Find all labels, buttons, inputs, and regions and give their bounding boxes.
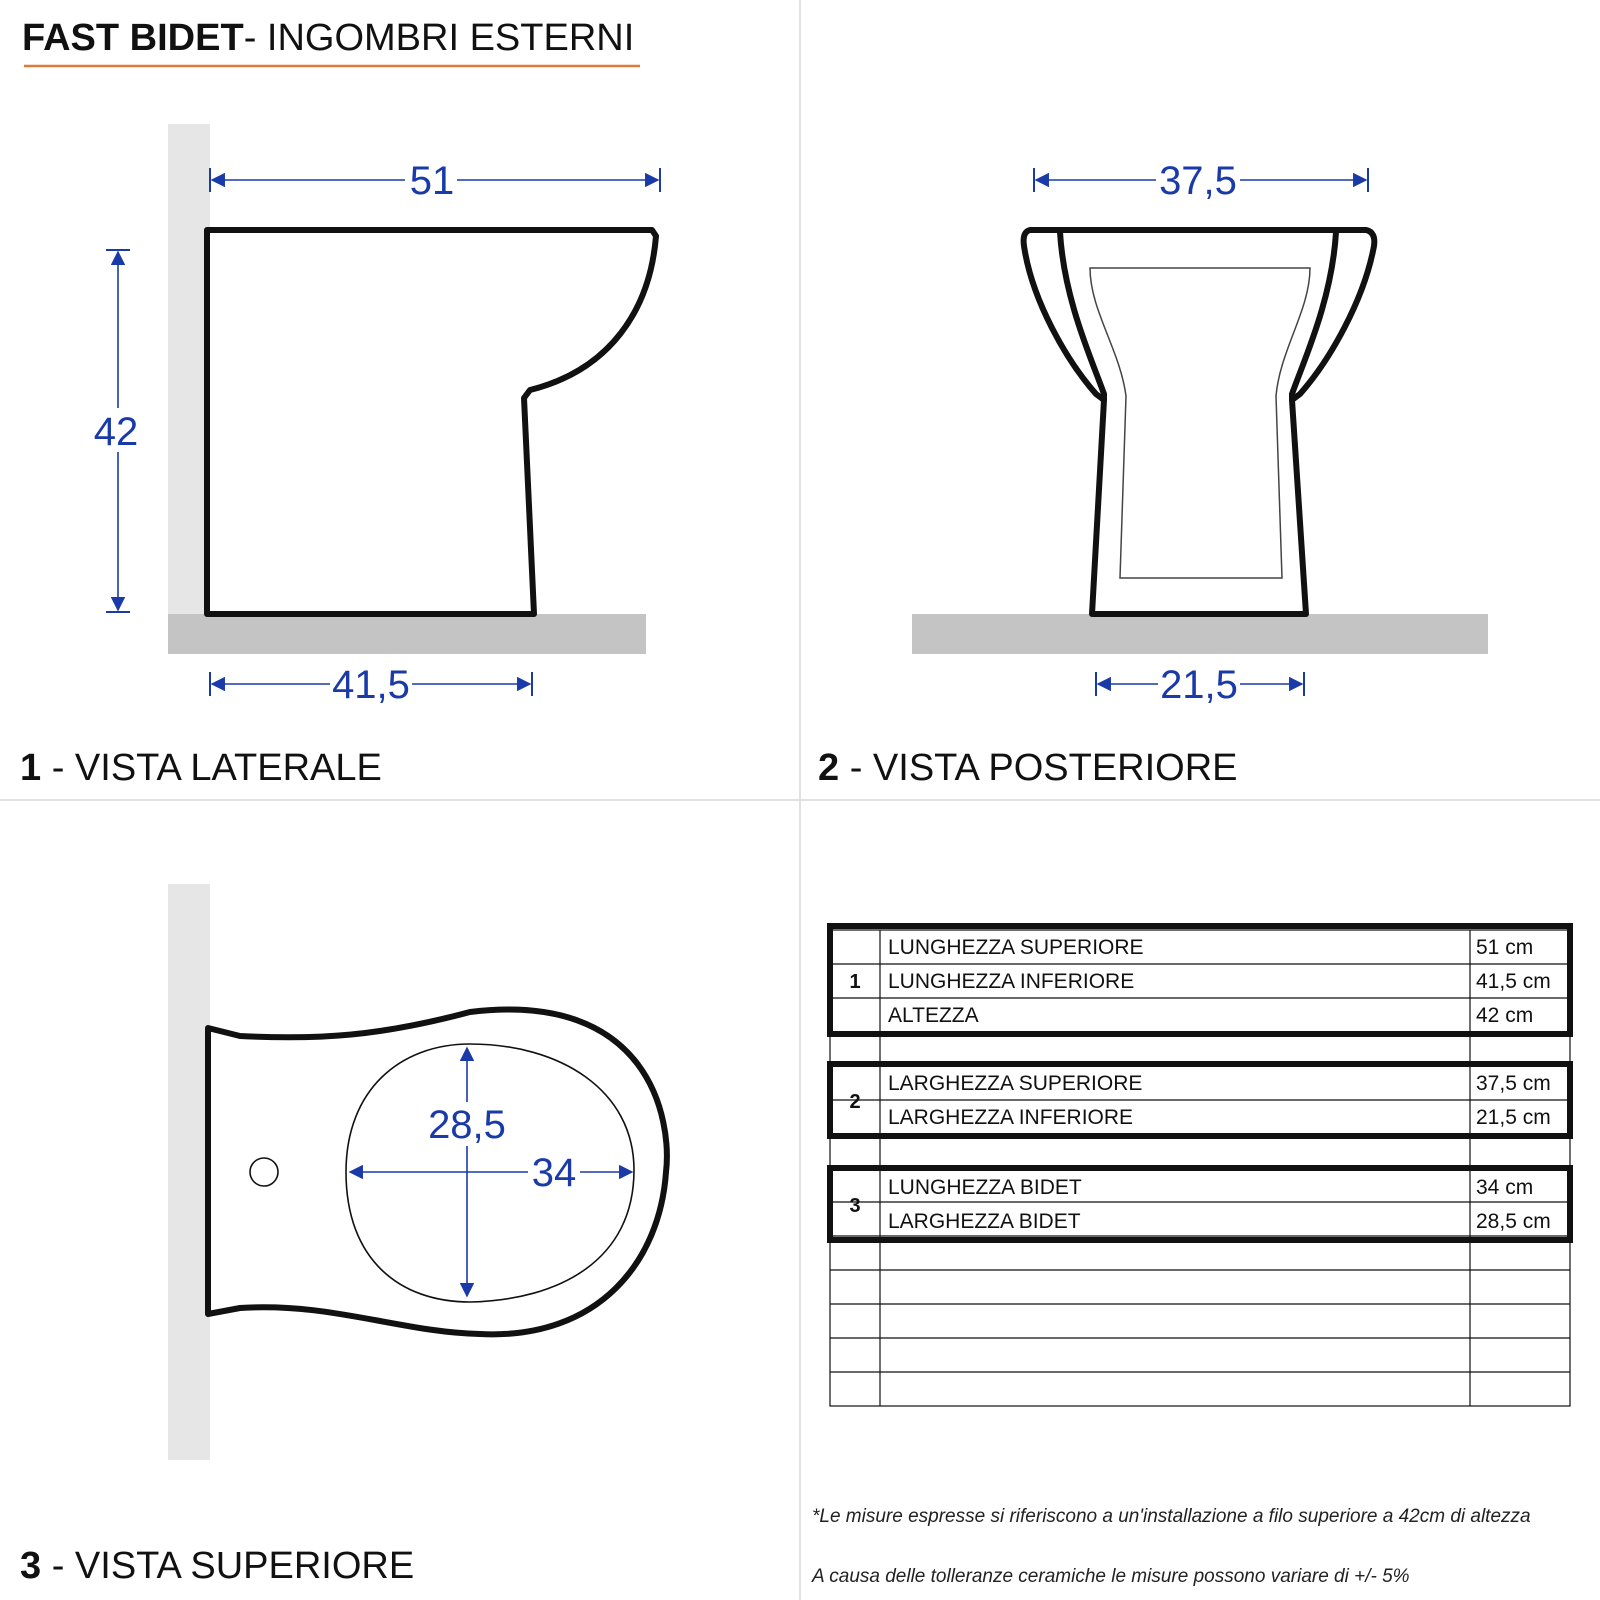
table-cell-value: 34 cm [1476, 1176, 1534, 1199]
bidet-rear-outline [1024, 230, 1375, 614]
view-2-title: 2 - VISTA POSTERIORE [818, 747, 1238, 789]
top-view [20, 884, 667, 1587]
table-cell-label: ALTEZZA [888, 1004, 979, 1027]
table-group-id: 1 [849, 971, 861, 993]
table-cell-value: 42 cm [1476, 1004, 1534, 1027]
table-cell-value: 21,5 cm [1476, 1106, 1551, 1129]
dim-label-bottom-length: 41,5 [332, 663, 410, 707]
table-cell-label: LUNGHEZZA SUPERIORE [888, 936, 1144, 959]
wall [168, 884, 210, 1460]
view-1-title: 1 - VISTA LATERALE [20, 747, 382, 789]
dim-label-height: 42 [93, 410, 139, 454]
table-cell-label: LUNGHEZZA BIDET [888, 1176, 1082, 1199]
rear-view [818, 158, 1488, 789]
table-cell-value: 28,5 cm [1476, 1210, 1551, 1233]
table-cell-label: LARGHEZZA BIDET [888, 1210, 1081, 1233]
bidet-side-profile [207, 230, 656, 614]
table-group-id: 2 [849, 1091, 861, 1113]
dim-label-bottom-width: 21,5 [1160, 663, 1238, 707]
dim-label-top-length: 51 [409, 159, 455, 203]
table-group-id: 3 [849, 1195, 861, 1217]
table-cell-value: 37,5 cm [1476, 1072, 1551, 1095]
table-cell-label: LARGHEZZA INFERIORE [888, 1106, 1134, 1129]
side-view [20, 124, 660, 789]
spec-table [830, 926, 1570, 1406]
table-cell-label: LUNGHEZZA INFERIORE [888, 970, 1135, 993]
page-title: FAST BIDET- INGOMBRI ESTERNI [22, 17, 635, 59]
note-installation: *Le misure espresse si riferiscono a un'installazione a filo superiore a 42cm di altezza [812, 1506, 1531, 1527]
note-tolerance: A causa delle tolleranze ceramiche le misure possono variare di +/- 5% [812, 1566, 1410, 1587]
dim-label-bowl-width: 28,5 [428, 1103, 506, 1147]
dim-label-top-width: 37,5 [1159, 159, 1237, 203]
floor [168, 614, 646, 654]
table-cell-value: 51 cm [1476, 936, 1534, 959]
dim-label-bowl-length: 34 [531, 1151, 577, 1195]
tap-hole [250, 1158, 278, 1186]
floor [912, 614, 1488, 654]
wall [168, 124, 210, 654]
view-3-title: 3 - VISTA SUPERIORE [20, 1545, 415, 1587]
table-cell-value: 41,5 cm [1476, 970, 1551, 993]
table-cell-label: LARGHEZZA SUPERIORE [888, 1072, 1143, 1095]
